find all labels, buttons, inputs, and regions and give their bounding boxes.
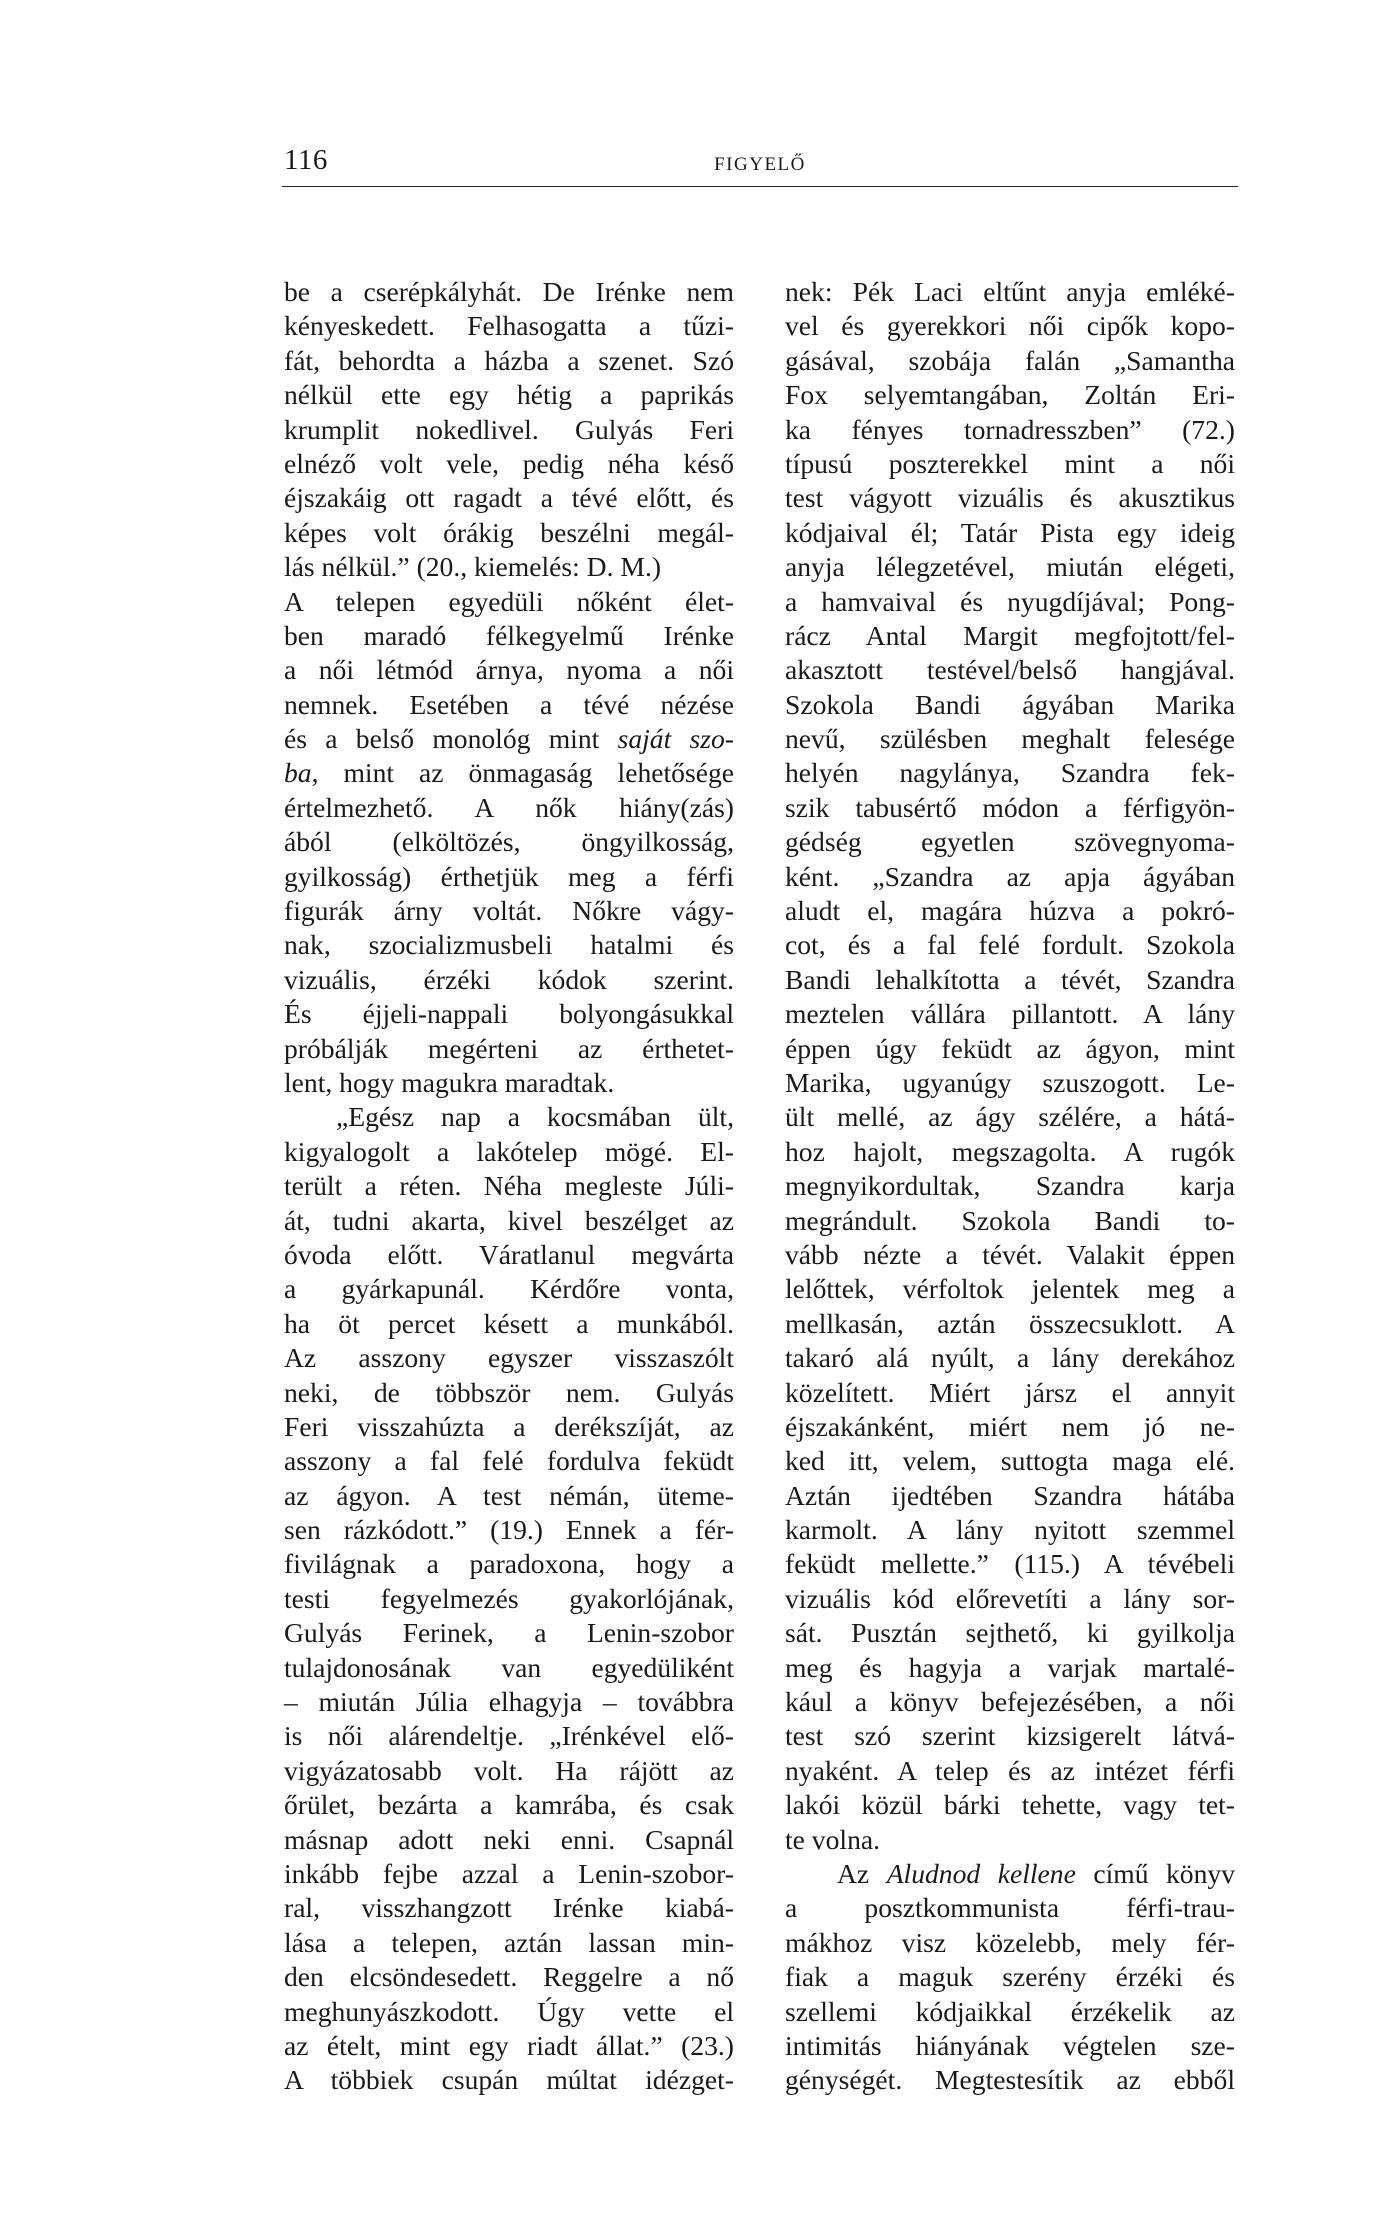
text-line bbox=[284, 722, 734, 756]
text-column-left bbox=[284, 275, 734, 2098]
text-line: Feri visszahúzta a derékszíját, az bbox=[284, 1410, 734, 1442]
text-line: mákhoz visz közelebb, mely fér- bbox=[785, 1926, 1235, 1958]
text-segment: , mint az önmagaság lehetősége bbox=[311, 757, 734, 789]
text-line: ka fényes tornadresszben” (72.) bbox=[785, 413, 1235, 445]
text-line: éppen úgy feküdt az ágyon, mint bbox=[785, 1032, 1235, 1064]
text-line: hoz hajolt, megszagolta. A rugók bbox=[785, 1135, 1235, 1167]
text-line: megrándult. Szokola Bandi to- bbox=[785, 1204, 1235, 1236]
text-segment: Az bbox=[837, 1857, 887, 1889]
text-line: ült mellé, az ágy szélére, a hátá- bbox=[785, 1101, 1235, 1133]
text-line: őrület, bezárta a kamrába, és csak bbox=[284, 1789, 734, 1821]
text-line: cot, és a fal felé fordult. Szokola bbox=[785, 929, 1235, 961]
page-header bbox=[282, 140, 1238, 187]
text-line: gyilkosság) érthetjük meg a férfi bbox=[284, 860, 734, 892]
text-line: Szokola Bandi ágyában Marika bbox=[785, 688, 1235, 720]
text-line: lent, hogy magukra maradtak. bbox=[284, 1066, 615, 1098]
text-line: megnyikordultak, Szandra karja bbox=[785, 1170, 1235, 1202]
text-line: rácz Antal Margit megfojtott/fel- bbox=[785, 619, 1235, 651]
text-line: éjszakáig ott ragadt a tévé előtt, és bbox=[284, 482, 734, 514]
text-line: vább nézte a tévét. Valakit éppen bbox=[785, 1238, 1235, 1270]
text-line: tulajdonosának van egyedüliként bbox=[284, 1651, 734, 1683]
text-line: nélkül ette egy hétig a paprikás bbox=[284, 379, 734, 411]
text-line: nemnek. Esetében a tévé nézése bbox=[284, 688, 734, 720]
page-number: 116 bbox=[284, 144, 328, 176]
text-line: fát, behordta a házba a szenet. Szó bbox=[284, 344, 734, 376]
italic-text: ba bbox=[284, 757, 312, 789]
text-line: ral, visszhangzott Irénke kiabá- bbox=[284, 1892, 734, 1924]
text-line: anyja lélegzetével, miután elégeti, bbox=[785, 551, 1235, 583]
text-line bbox=[785, 1857, 1235, 1891]
running-head: FIGYELŐ bbox=[714, 154, 806, 175]
text-line: A telepen egyedüli nőként élet- bbox=[284, 585, 734, 617]
text-line: nek: Pék Laci eltűnt anyja emléké- bbox=[785, 276, 1235, 307]
text-line: asszony a fal felé fordulva feküdt bbox=[284, 1445, 734, 1477]
text-line: sát. Pusztán sejthető, ki gyilkolja bbox=[785, 1617, 1235, 1649]
text-line: Aztán ijedtében Szandra hátába bbox=[785, 1479, 1235, 1511]
text-line: éjszakánként, miért nem jó ne- bbox=[785, 1410, 1235, 1442]
text-line: próbálják megérteni az érthetet- bbox=[284, 1032, 734, 1064]
text-line: ked itt, velem, suttogta maga elé. bbox=[785, 1445, 1235, 1477]
text-line: terült a réten. Néha megleste Júli- bbox=[284, 1170, 734, 1202]
text-line: is női alárendeltje. „Irénkével elő- bbox=[284, 1720, 734, 1752]
text-line: kigyalogolt a lakótelep mögé. El- bbox=[284, 1135, 734, 1167]
text-line: „Egész nap a kocsmában ült, bbox=[336, 1101, 734, 1133]
text-line: krumplit nokedlivel. Gulyás Feri bbox=[284, 413, 734, 445]
text-line: intimitás hiányának végtelen sze- bbox=[785, 2029, 1235, 2061]
text-line: neki, de többször nem. Gulyás bbox=[284, 1376, 734, 1408]
text-line: szellemi kódjaikkal érzékelik az bbox=[785, 1995, 1235, 2027]
text-line: be a cserépkályhát. De Irénke nem bbox=[284, 276, 734, 307]
text-line: den elcsöndesedett. Reggelre a nő bbox=[284, 1961, 734, 1993]
text-line: A többiek csupán múltat idézget- bbox=[284, 2064, 734, 2096]
text-line: sen rázkódott.” (19.) Ennek a fér- bbox=[284, 1514, 734, 1546]
text-line: közelített. Miért jársz el annyit bbox=[785, 1376, 1235, 1408]
text-line: nyaként. A telep és az intézet férfi bbox=[785, 1754, 1235, 1786]
text-line: kényeskedett. Felhasogatta a tűzi- bbox=[284, 310, 734, 342]
text-line: feküdt mellette.” (115.) A tévébeli bbox=[785, 1548, 1235, 1580]
text-line: ként. „Szandra az apja ágyában bbox=[785, 860, 1235, 892]
text-line: lakói közül bárki tehette, vagy tet- bbox=[785, 1789, 1235, 1821]
text-line: aludt el, magára húzva a pokró- bbox=[785, 895, 1235, 927]
text-line: karmolt. A lány nyitott szemmel bbox=[785, 1514, 1235, 1546]
text-column-right bbox=[785, 275, 1235, 2098]
text-line: gédség egyetlen szövegnyoma- bbox=[785, 826, 1235, 858]
text-line: – miután Júlia elhagyja – továbbra bbox=[284, 1686, 734, 1718]
text-line: az ételt, mint egy riadt állat.” (23.) bbox=[284, 2029, 734, 2061]
text-line: Fox selyemtangában, Zoltán Eri- bbox=[785, 379, 1235, 411]
text-segment: című könyv bbox=[1075, 1857, 1235, 1889]
text-line: meghunyászkodott. Úgy vette el bbox=[284, 1995, 734, 2027]
text-line: a hamvaival és nyugdíjával; Pong- bbox=[785, 585, 1235, 617]
text-line: át, tudni akarta, kivel beszélget az bbox=[284, 1204, 734, 1236]
text-line: takaró alá nyúlt, a lány derekához bbox=[785, 1342, 1235, 1374]
text-line: inkább fejbe azzal a Lenin-szobor- bbox=[284, 1857, 734, 1889]
italic-text: saját szo- bbox=[617, 723, 734, 755]
text-line: óvoda előtt. Váratlanul megvárta bbox=[284, 1238, 734, 1270]
text-line: lelőttek, vérfoltok jelentek meg a bbox=[785, 1273, 1235, 1305]
text-line: vizuális, érzéki kódok szerint. bbox=[284, 963, 734, 995]
text-line: a gyárkapunál. Kérdőre vonta, bbox=[284, 1273, 734, 1305]
text-line: lás nélkül.” (20., kiemelés: D. M.) bbox=[284, 551, 662, 583]
text-line: figurák árny voltát. Nőkre vágy- bbox=[284, 895, 734, 927]
text-line: Marika, ugyanúgy szuszogott. Le- bbox=[785, 1066, 1235, 1098]
text-line: ben maradó félkegyelmű Irénke bbox=[284, 619, 734, 651]
text-line: típusú poszterekkel mint a női bbox=[785, 447, 1235, 479]
text-line: mellkasán, aztán összecsuklott. A bbox=[785, 1307, 1235, 1339]
text-line: akasztott testével/belső hangjával. bbox=[785, 654, 1235, 686]
text-line: nevű, szülésben meghalt felesége bbox=[785, 723, 1235, 755]
text-line: vel és gyerekkori női cipők kopo- bbox=[785, 310, 1235, 342]
text-line: meg és hagyja a varjak martalé- bbox=[785, 1651, 1235, 1683]
text-line: ából (elköltözés, öngyilkosság, bbox=[284, 826, 734, 858]
text-line: a posztkommunista férfi-trau- bbox=[785, 1892, 1235, 1924]
text-line: értelmezhető. A nők hiány(zás) bbox=[284, 791, 734, 823]
text-line: meztelen vállára pillantott. A lány bbox=[785, 998, 1235, 1030]
text-line: nak, szocializmusbeli hatalmi és bbox=[284, 929, 734, 961]
text-segment: és a belső monológ mint bbox=[284, 723, 618, 755]
text-line: Az asszony egyszer visszaszólt bbox=[284, 1342, 734, 1374]
text-line: vizuális kód előrevetíti a lány sor- bbox=[785, 1582, 1235, 1614]
text-line: lása a telepen, aztán lassan min- bbox=[284, 1926, 734, 1958]
text-line: génységét. Megtestesítik az ebből bbox=[785, 2064, 1235, 2096]
text-line: helyén nagylánya, Szandra fek- bbox=[785, 757, 1235, 789]
text-line: másnap adott neki enni. Csapnál bbox=[284, 1823, 734, 1855]
text-line: fivilágnak a paradoxona, hogy a bbox=[284, 1548, 734, 1580]
text-line: fiak a maguk szerény érzéki és bbox=[785, 1961, 1235, 1993]
text-line: Gulyás Ferinek, a Lenin-szobor bbox=[284, 1617, 734, 1649]
text-line: elnéző volt vele, pedig néha késő bbox=[284, 447, 734, 479]
text-line: képes volt órákig beszélni megál- bbox=[284, 516, 734, 548]
text-line: te volna. bbox=[785, 1823, 881, 1855]
text-line: az ágyon. A test némán, üteme- bbox=[284, 1479, 734, 1511]
text-line: gásával, szobája falán „Samantha bbox=[785, 344, 1235, 376]
text-line bbox=[284, 756, 734, 790]
text-line: És éjjeli-nappali bolyongásukkal bbox=[284, 998, 734, 1030]
text-line: ha öt percet késett a munkából. bbox=[284, 1307, 734, 1339]
text-line: test szó szerint kizsigerelt látvá- bbox=[785, 1720, 1235, 1752]
text-line: testi fegyelmezés gyakorlójának, bbox=[284, 1582, 734, 1614]
text-line: vigyázatosabb volt. Ha rájött az bbox=[284, 1754, 734, 1786]
text-line: kódjaival él; Tatár Pista egy ideig bbox=[785, 516, 1235, 548]
text-line: kául a könyv befejezésében, a női bbox=[785, 1686, 1235, 1718]
text-line: test vágyott vizuális és akusztikus bbox=[785, 482, 1235, 514]
italic-text: Aludnod kellene bbox=[886, 1857, 1076, 1889]
text-line: Bandi lehalkította a tévét, Szandra bbox=[785, 963, 1235, 995]
text-line: a női létmód árnya, nyoma a női bbox=[284, 654, 734, 686]
text-line: szik tabusértő módon a férfigyön- bbox=[785, 791, 1235, 823]
